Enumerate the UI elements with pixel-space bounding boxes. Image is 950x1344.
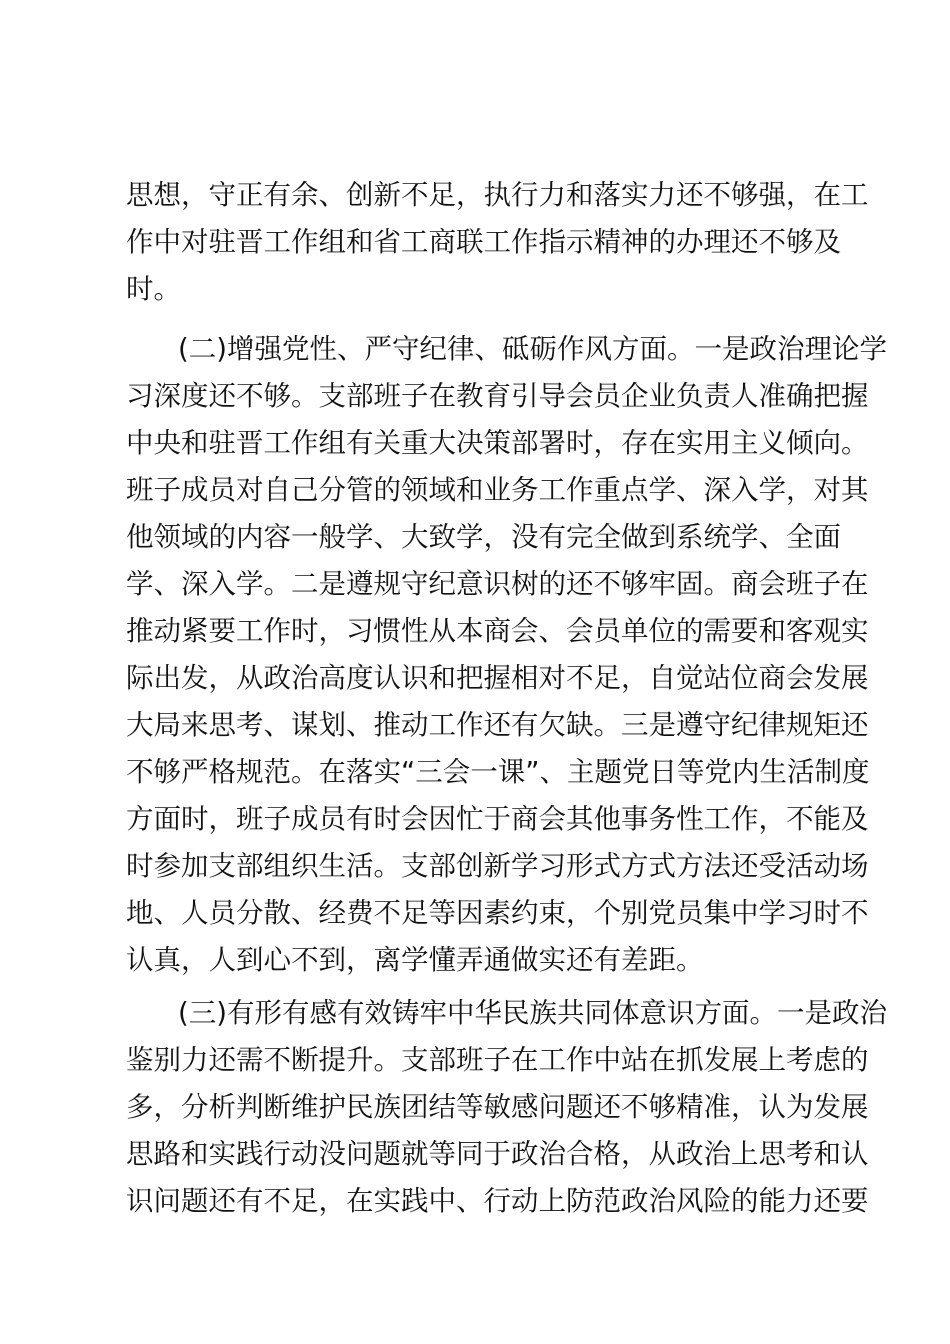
text-line: 习深度还不够。支部班子在教育引导会员企业负责人准确把握 xyxy=(126,380,869,412)
text-line: 不够严格规范。在落实“三会一课”、主题党日等党内生活制度 xyxy=(126,756,870,788)
text-line: 认真，人到心不到，离学懂弄通做实还有差距。 xyxy=(126,944,704,976)
text-line: 际出发，从政治高度认识和把握相对不足，自觉站位商会发展 xyxy=(126,662,869,694)
text-line: 思路和实践行动没问题就等同于政治合格，从政治上思考和认 xyxy=(126,1138,869,1170)
text-line: 方面时，班子成员有时会因忙于商会其他事务性工作，不能及 xyxy=(126,803,869,835)
text-line: 中央和驻晋工作组有关重大决策部署时，存在实用主义倾向。 xyxy=(126,427,869,459)
text-line: 时参加支部组织生活。支部创新学习形式方式方法还受活动场 xyxy=(126,850,869,882)
paragraph-heading-line: (三)有形有感有效铸牢中华民族共同体意识方面。一是政治 xyxy=(178,997,887,1029)
text-line: 大局来思考、谋划、推动工作还有欠缺。三是遵守纪律规矩还 xyxy=(126,709,869,741)
text-line: 班子成员对自己分管的领域和业务工作重点学、深入学，对其 xyxy=(126,474,869,506)
text-line: 多，分析判断维护民族团结等敏感问题还不够精准，认为发展 xyxy=(126,1091,869,1123)
text-line: 他领域的内容一般学、大致学，没有完全做到系统学、全面 xyxy=(126,521,841,553)
text-line: 推动紧要工作时，习惯性从本商会、会员单位的需要和客观实 xyxy=(126,615,869,647)
paragraph-heading-line: (二)增强党性、严守纪律、砥砺作风方面。一是政治理论学 xyxy=(178,333,887,365)
document-body xyxy=(126,172,887,1225)
text-line: 思想，守正有余、创新不足，执行力和落实力还不够强，在工 xyxy=(126,179,869,211)
text-line: 地、人员分散、经费不足等因素约束，个别党员集中学习时不 xyxy=(126,897,869,929)
text-line: 鉴别力还需不断提升。支部班子在工作中站在抓发展上考虑的 xyxy=(126,1044,869,1076)
text-line: 时。 xyxy=(126,273,181,305)
text-line: 识问题还有不足，在实践中、行动上防范政治风险的能力还要 xyxy=(126,1185,869,1217)
text-line: 学、深入学。二是遵规守纪意识树的还不够牢固。商会班子在 xyxy=(126,568,869,600)
text-line: 作中对驻晋工作组和省工商联工作指示精神的办理还不够及 xyxy=(126,226,841,258)
